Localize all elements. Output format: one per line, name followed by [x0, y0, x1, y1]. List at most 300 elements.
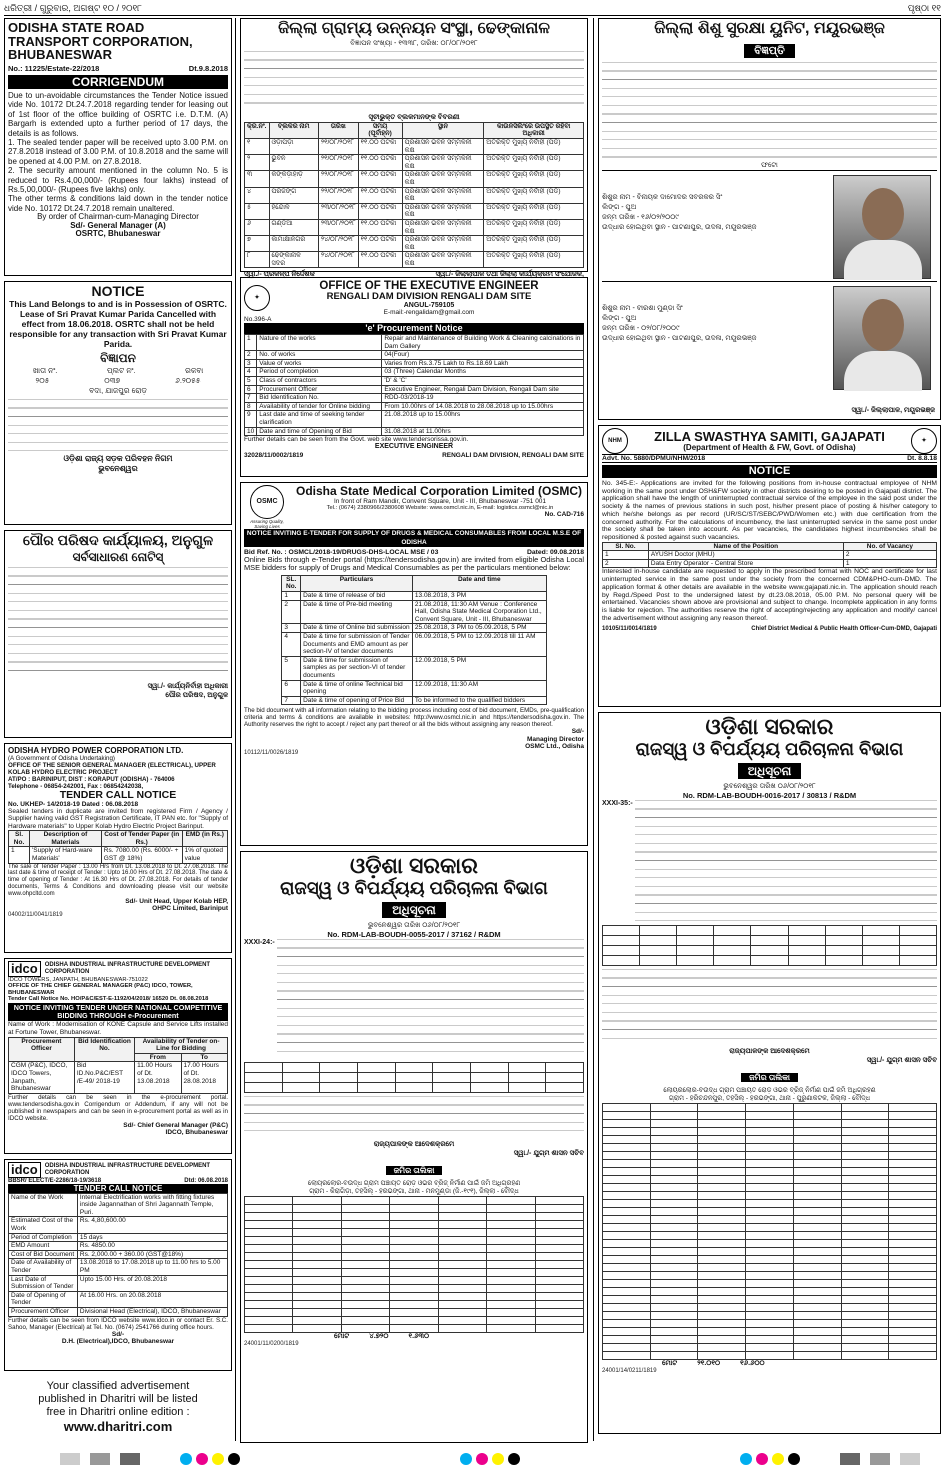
schedule-cell: [841, 1192, 889, 1200]
schedule-cell: [650, 1192, 698, 1200]
detail-cell: [677, 955, 714, 965]
schedule-cell: [650, 1264, 698, 1272]
schedule-cell: [487, 1221, 535, 1229]
schedule-cell: [793, 1176, 841, 1184]
schedule-row: [245, 1245, 584, 1253]
schedule-cell: [535, 1245, 583, 1253]
drda-td: ୧: [245, 138, 270, 154]
schedule-cell: [698, 1352, 746, 1360]
schedule-cell: [698, 1304, 746, 1312]
schedule-cell: [487, 1213, 535, 1221]
schedule-cell: [245, 1309, 293, 1317]
schedule-cell: [793, 1296, 841, 1304]
schedule-cell: [889, 1184, 937, 1192]
ohpc-sign2: OHPC Limited, Bariniput: [152, 904, 228, 912]
drda-td: କାମାକ୍ଷାନଗର: [269, 236, 318, 252]
detail-cell: [788, 955, 825, 965]
schedule-cell: [841, 1224, 889, 1232]
schedule-cell: [487, 1309, 535, 1317]
child-protection-ad: [598, 18, 941, 420]
schedule-cell: [341, 1293, 389, 1301]
val-khata: ୨୦୫: [35, 376, 50, 386]
rev2-sign: ରାଜ୍ୟପାଳଙ୍କ ଆଦେଶକ୍ରମେ: [729, 1047, 810, 1055]
idco1-table: [8, 1037, 228, 1094]
rev1-total: ମୋଟ: [334, 1333, 350, 1341]
schedule-cell: [603, 1264, 651, 1272]
schedule-cell: [650, 1144, 698, 1152]
detail-cell: [245, 1082, 283, 1092]
schedule-cell: [841, 1184, 889, 1192]
idco2-table: [8, 1193, 228, 1317]
schedule-cell: [650, 1120, 698, 1128]
drda-td: ଅତିରିକ୍ତ ମୁଖ୍ୟ ନିର୍ବାହୀ (ପିଡି): [484, 138, 584, 154]
detail-cell: [899, 925, 936, 935]
drda-sign2: ସ୍ୱା./- ଜିଲ୍ଲାପାଳ ତଥା ଜିଲ୍ଲା କାର୍ଯ୍ୟକ୍ରମ ସଂଯୋଜକ,: [435, 271, 584, 279]
zss-td: Data Entry Operator - Central Store: [648, 559, 843, 568]
schedule-cell: [293, 1309, 341, 1317]
schedule-cell: [698, 1192, 746, 1200]
detail-cell: [395, 1082, 433, 1092]
drda-td: ଅତିରିକ୍ତ ମୁଖ୍ୟ ନିର୍ବାହୀ (ପିଡି): [484, 219, 584, 235]
idco2-row: [9, 1217, 228, 1233]
schedule-cell: [650, 1256, 698, 1264]
schedule-cell: [650, 1152, 698, 1160]
osmc-row: [282, 600, 546, 624]
drda-td: ୨୪/୦୮/୨୦୧୮: [318, 236, 358, 252]
osrtc-heading: CORRIGENDUM: [8, 75, 228, 89]
gray-swatch: [900, 1453, 920, 1465]
idco2-row: [9, 1193, 228, 1217]
idco2-heading: TENDER CALL NOTICE: [8, 1184, 228, 1193]
osmc-td: 21.08.2018, 11:30 AM Venue : Conference Hall, Odisha State Medical Corporation Ltd., Convent Square, Unit - III, Bhubaneswar: [412, 600, 546, 624]
zss-row: [603, 559, 937, 568]
child-1-place: ଉଦ୍ଧାର ହୋଇଥିବା ସ୍ଥାନ - ପାଟଣାପୁର, ଉଦଳା, ମୟୂରଭଞ୍ଜ: [602, 223, 757, 231]
schedule-cell: [293, 1237, 341, 1245]
drda-td: ପ୍ରଶାସନ ଭବନ ସମ୍ମିଳନୀ କକ୍ଷ: [402, 155, 484, 171]
schedule-row: [245, 1317, 584, 1325]
idco1-org: ODISHA INDUSTRIAL INFRASTRUCTURE DEVELOPMENT CORPORATION: [44, 962, 211, 975]
detail-cell: [788, 935, 825, 945]
schedule-cell: [889, 1296, 937, 1304]
column-right: [598, 18, 941, 1441]
promo-line2: published in Dharitri will be listed: [38, 1393, 198, 1405]
schedule-cell: [841, 1200, 889, 1208]
schedule-cell: [746, 1312, 794, 1320]
schedule-cell: [245, 1285, 293, 1293]
rengali-email[interactable]: E-mail:-rengalidam@gmail.com: [383, 309, 475, 317]
schedule-cell: [293, 1205, 341, 1213]
drda-td: ୧୧.୦୦ ଘଟିକା: [358, 252, 402, 268]
page-header: [4, 2, 941, 16]
schedule-cell: [535, 1213, 583, 1221]
child-text-block: [602, 62, 937, 160]
schedule-cell: [438, 1221, 486, 1229]
schedule-cell: [793, 1168, 841, 1176]
rengali-td: 7: [245, 394, 257, 403]
osmc-td: 4: [282, 632, 301, 656]
schedule-cell: [889, 1264, 937, 1272]
schedule-cell: [841, 1304, 889, 1312]
schedule-cell: [535, 1269, 583, 1277]
land-notice-body: This Land Belongs to and is in Possession of OSRTC. Lease of Sri Pravat Kumar Parida Cancelled with effect from 18.06.2018. OSRTC shall not be held responsible for any transaction with Sri Pravat Kumar Parida.: [9, 298, 227, 349]
ohpc-org: ODISHA HYDRO POWER CORPORATION LTD.: [8, 746, 184, 755]
header-right: ପୃଷ୍ଠା ୧୧: [907, 3, 941, 13]
schedule-cell: [438, 1285, 486, 1293]
schedule-cell: [487, 1269, 535, 1277]
rev2-text-block: [635, 800, 937, 922]
print-registration-bar: [0, 1443, 945, 1471]
rev2-sch2: ଲୋୟରଲୋର-ବଉଦ୍ଧ ଗ୍ରାମ ପଞ୍ଚାୟତ ରୋଡ଼ ଓଭର ବ୍ରିଜ୍ ନିର୍ମାଣ ପାଇଁ ଜମି ଅଧିଗ୍ରହଣ: [663, 1087, 876, 1095]
idco1-th: Bid Identification No.: [74, 1037, 134, 1062]
cyan-swatch: [460, 1453, 472, 1465]
detail-cell: [603, 945, 640, 955]
schedule-cell: [650, 1288, 698, 1296]
schedule-cell: [438, 1197, 486, 1205]
drda-td: ୫: [245, 203, 270, 219]
schedule-cell: [793, 1128, 841, 1136]
schedule-cell: [603, 1280, 651, 1288]
drda-td: ଢେଙ୍କାନାଳ ସଦର: [269, 252, 318, 268]
drda-td: ୨୪/୦୮/୨୦୧୮: [318, 252, 358, 268]
schedule-cell: [535, 1261, 583, 1269]
schedule-cell: [390, 1205, 438, 1213]
osmc-title: Odisha State Medical Corporation Limited (OSMC): [296, 484, 583, 498]
ohpc-th: Description of Materials: [30, 831, 102, 847]
osmc-th: Date and time: [412, 575, 546, 591]
idco2-row: [9, 1291, 228, 1307]
rev1-sch-wrap: [244, 1160, 584, 1178]
column-middle: [240, 18, 588, 1441]
schedule-cell: [698, 1240, 746, 1248]
rev1-detail-table: [244, 1062, 584, 1093]
schedule-cell: [746, 1280, 794, 1288]
schedule-cell: [841, 1104, 889, 1112]
schedule-cell: [698, 1232, 746, 1240]
osmc-td: 1: [282, 592, 301, 601]
drda-td: ୩: [245, 171, 270, 187]
drda-td: ପ୍ରଶାସନ ଭବନ ସମ୍ମିଳନୀ କକ୍ଷ: [402, 138, 484, 154]
drda-text-block: [244, 51, 584, 111]
schedule-cell: [889, 1280, 937, 1288]
schedule-cell: [487, 1301, 535, 1309]
osmc-code: 10112/11/0026/1819: [244, 749, 299, 756]
idco2-row: [9, 1242, 228, 1251]
schedule-cell: [889, 1248, 937, 1256]
schedule-cell: [438, 1277, 486, 1285]
schedule-row: [245, 1269, 584, 1277]
rengali-addr: ANGUL-759105: [403, 302, 455, 310]
rengali-td: 'D' & 'C': [382, 377, 584, 386]
rengali-td: Nature of the works: [257, 335, 382, 351]
schedule-cell: [293, 1293, 341, 1301]
osmc-td: Date & time for submission of samples as per section-VI of tender documents: [301, 656, 413, 680]
osmc-td: 13.08.2018, 3 PM: [412, 592, 546, 601]
rengali-td: 6: [245, 385, 257, 394]
schedule-cell: [889, 1152, 937, 1160]
schedule-row: [603, 1176, 937, 1184]
schedule-row: [245, 1213, 584, 1221]
schedule-cell: [746, 1152, 794, 1160]
schedule-cell: [841, 1176, 889, 1184]
schedule-cell: [341, 1317, 389, 1325]
schedule-cell: [746, 1344, 794, 1352]
schedule-cell: [841, 1152, 889, 1160]
schedule-cell: [390, 1269, 438, 1277]
schedule-cell: [487, 1317, 535, 1325]
schedule-row: [603, 1184, 937, 1192]
drda-td: ଅତିରିକ୍ତ ମୁଖ୍ୟ ନିର୍ବାହୀ (ପିଡି): [484, 203, 584, 219]
schedule-cell: [341, 1197, 389, 1205]
zss-th: No. of Vacancy: [843, 542, 936, 551]
black-swatch: [788, 1453, 800, 1465]
idco-logo: idco: [8, 961, 41, 977]
idco1-body: Further details can be seen in the e-procurement portal. www.tendersodisha.gov.in Corrigendum or Addendum, if any will not be published in newspapers and can be seen in e-procurement portal as well as in IDCO website.: [8, 1093, 228, 1122]
schedule-cell: [390, 1229, 438, 1237]
ohpc-td: 1% of quoted value: [182, 847, 227, 863]
schedule-cell: [603, 1184, 651, 1192]
osmc-td: 12.09.2018, 5 PM: [412, 656, 546, 680]
osmc-row: [282, 632, 546, 656]
schedule-cell: [841, 1264, 889, 1272]
zss-td: AYUSH Doctor (MHU): [648, 551, 843, 560]
schedule-cell: [603, 1160, 651, 1168]
schedule-cell: [487, 1253, 535, 1261]
drda-th: କ୍ର.ନଂ.: [245, 122, 270, 138]
schedule-cell: [793, 1312, 841, 1320]
rev1-lead: XXXI-24:-: [244, 938, 275, 946]
rengali-td: Repair and Maintenance of Building Work & Cleaning calcinations in Dam Gallery: [382, 335, 584, 351]
schedule-cell: [650, 1248, 698, 1256]
schedule-cell: [793, 1336, 841, 1344]
osmc-td: Date & time for submission of Tender Documents and EMD amount as per section-IV of tender documents: [301, 632, 413, 656]
schedule-cell: [650, 1176, 698, 1184]
schedule-cell: [698, 1208, 746, 1216]
gray-swatch: [90, 1453, 110, 1465]
idco1-number: Tender Call Notice No. HO/P&C/EST-E-1192/04/2018/ 16520 Dt. 08.08.2018: [8, 996, 209, 1003]
osmc-td: 5: [282, 656, 301, 680]
schedule-cell: [841, 1144, 889, 1152]
osmc-row: [282, 680, 546, 696]
rev2-sch-wrap: [602, 1067, 937, 1085]
detail-cell: [788, 925, 825, 935]
promo-line3: free in Dharitri online edition :: [46, 1406, 190, 1418]
rev2-lead-row: [602, 800, 937, 922]
drda-td: ପ୍ରଶାସନ ଭବନ ସମ୍ମିଳନୀ କକ୍ଷ: [402, 236, 484, 252]
promo-url[interactable]: www.dharitri.com: [63, 1419, 173, 1434]
schedule-cell: [746, 1184, 794, 1192]
schedule-cell: [535, 1317, 583, 1325]
idco2-td: Divisional Head (Electrical), IDCO, Bhubaneswar: [77, 1307, 227, 1316]
detail-row: [245, 1072, 584, 1082]
osmc-sign2: Managing Director: [526, 735, 584, 743]
rev2-number: No. RDM-LAB-BOUDH-0016-2017 / 30813 / R&DM: [682, 790, 857, 800]
detail-cell: [603, 935, 640, 945]
drda-td: ପରଜଙ୍ଗ: [269, 187, 318, 203]
dharitri-promo: [4, 1376, 232, 1436]
magenta-swatch: [756, 1453, 768, 1465]
schedule-cell: [245, 1325, 293, 1333]
schedule-cell: [841, 1352, 889, 1360]
schedule-cell: [698, 1224, 746, 1232]
osmc-td: 06.09.2018, 5 PM to 12.09.2018 till 11 AM: [412, 632, 546, 656]
zss-td: 2: [843, 551, 936, 560]
schedule-cell: [746, 1176, 794, 1184]
schedule-cell: [793, 1280, 841, 1288]
schedule-cell: [438, 1293, 486, 1301]
schedule-cell: [245, 1229, 293, 1237]
schedule-cell: [603, 1272, 651, 1280]
rev1-date: ଭୁବନେଶ୍ୱର ତାରିଖ ୦୬/୦୮/୨୦୧୮: [367, 921, 461, 929]
land-notice-sign: ଓଡ଼ିଶା ରାଜ୍ୟ ସଡ଼କ ପରିବହନ ନିଗମ: [63, 454, 173, 464]
drda-td: ୨୩/୦୮/୨୦୧୮: [318, 203, 358, 219]
rev2-total: ମୋଟ: [662, 1360, 678, 1368]
schedule-cell: [650, 1328, 698, 1336]
rev1-text-block: [277, 939, 584, 1059]
schedule-cell: [341, 1213, 389, 1221]
schedule-cell: [245, 1221, 293, 1229]
land-notice-vals: [8, 376, 228, 386]
ohpc-th: Cost of Tender Paper (in Rs.): [101, 831, 182, 847]
schedule-cell: [603, 1248, 651, 1256]
ohpc-td: 1: [9, 847, 30, 863]
schedule-cell: [535, 1237, 583, 1245]
schedule-row: [245, 1237, 584, 1245]
schedule-cell: [841, 1208, 889, 1216]
osrtc-tail: The other terms & conditions laid down in the tender notice vide No. 10172 Dt.24.7.2018 remain unaltered.: [8, 194, 228, 213]
rengali-org: OFFICE OF THE EXECUTIVE ENGINEER: [319, 280, 539, 292]
schedule-cell: [889, 1104, 937, 1112]
osrtc-corrigendum-ad: [4, 18, 232, 276]
schedule-row: [245, 1253, 584, 1261]
idco1-th: Availability of Tender on-Line for Bidding: [135, 1037, 228, 1053]
schedule-cell: [746, 1144, 794, 1152]
detail-cell: [395, 1072, 433, 1082]
osmc-logo-wrap: [244, 485, 290, 529]
drda-th: ତାରିଖ: [318, 122, 358, 138]
idco2-row: [9, 1233, 228, 1242]
schedule-cell: [603, 1208, 651, 1216]
schedule-cell: [841, 1240, 889, 1248]
column-rule: [593, 18, 594, 1441]
schedule-cell: [698, 1128, 746, 1136]
schedule-row: [245, 1277, 584, 1285]
schedule-cell: [390, 1221, 438, 1229]
schedule-cell: [746, 1200, 794, 1208]
schedule-cell: [293, 1301, 341, 1309]
schedule-cell: [746, 1320, 794, 1328]
zss-td: 1: [603, 551, 649, 560]
col-plot: ପ୍ଲଟ ନଂ.: [106, 366, 136, 376]
idco2-td: 13.08.2018 to 17.08.2018 up to 11.00 hrs to 5.00 PM: [77, 1259, 227, 1275]
schedule-cell: [603, 1216, 651, 1224]
schedule-cell: [793, 1144, 841, 1152]
schedule-cell: [603, 1256, 651, 1264]
zss-row: [603, 551, 937, 560]
ohpc-number: No. UKHEP- 14/2018-19 Dated : 06.08.2018: [8, 801, 139, 809]
schedule-cell: [698, 1104, 746, 1112]
schedule-cell: [341, 1261, 389, 1269]
osrtc-ref-line: [8, 64, 228, 73]
schedule-cell: [341, 1253, 389, 1261]
drda-td: ଅତିରିକ୍ତ ମୁଖ୍ୟ ନିର୍ବାହୀ (ପିଡି): [484, 236, 584, 252]
black-swatch: [508, 1453, 520, 1465]
schedule-cell: [390, 1245, 438, 1253]
rev1-t3: ଅଧିସୂଚନା: [382, 902, 446, 918]
drda-row: [245, 252, 584, 268]
schedule-cell: [245, 1197, 293, 1205]
ohpc-th: Sl. No.: [9, 831, 30, 847]
schedule-cell: [746, 1208, 794, 1216]
detail-cell: [751, 955, 788, 965]
schedule-cell: [245, 1269, 293, 1277]
schedule-cell: [487, 1205, 535, 1213]
schedule-cell: [341, 1285, 389, 1293]
schedule-cell: [245, 1293, 293, 1301]
schedule-cell: [889, 1352, 937, 1360]
schedule-cell: [698, 1336, 746, 1344]
schedule-cell: [793, 1288, 841, 1296]
schedule-cell: [390, 1213, 438, 1221]
rengali-td: 03 (Three) Calendar Months: [382, 368, 584, 377]
drda-td: ୧୧.୦୦ ଘଟିକା: [358, 236, 402, 252]
schedule-cell: [841, 1320, 889, 1328]
schedule-cell: [793, 1224, 841, 1232]
schedule-cell: [841, 1216, 889, 1224]
rev2-lead: XXXI-35:-: [602, 799, 633, 807]
zss-title: ZILLA SWASTHYA SAMITI, GAJAPATI: [654, 428, 885, 444]
zss-head: [602, 428, 937, 454]
schedule-cell: [603, 1128, 651, 1136]
detail-cell: [357, 1072, 395, 1082]
black-swatch: [228, 1453, 240, 1465]
detail-cell: [714, 945, 751, 955]
osmc-cad: No. CAD-716: [544, 510, 584, 518]
drda-td: ଅତିରିକ୍ତ ମୁଖ୍ୟ ନିର୍ବାହୀ (ପିଡି): [484, 187, 584, 203]
schedule-cell: [650, 1272, 698, 1280]
detail-cell: [282, 1062, 320, 1072]
drda-row: [245, 203, 584, 219]
schedule-cell: [841, 1336, 889, 1344]
child-1-name: ଶିଶୁର ନାମ - ବିନାୟକ ଦାମୋଦର ସବରକର ସିଂ: [602, 193, 723, 201]
rengali-td: Value of works: [257, 359, 382, 368]
idco1-th: To: [181, 1053, 228, 1062]
osmc-sign: Sd/-: [571, 728, 584, 736]
detail-cell: [508, 1062, 546, 1072]
rengali-td: 04(Four): [382, 351, 584, 360]
schedule-cell: [390, 1277, 438, 1285]
rengali-td: 21.08.2018 up to 15.00hrs: [382, 411, 584, 427]
drda-table: [244, 122, 584, 269]
rengali-td: 4: [245, 368, 257, 377]
child-photo-label: ଫଟୋ: [761, 161, 778, 169]
zss-table: [602, 542, 937, 569]
drda-td: ହିନ୍ଦୋଳ: [269, 203, 318, 219]
drda-td: ୪: [245, 187, 270, 203]
osmc-logo-icon: OSMC: [250, 485, 284, 519]
schedule-row: [603, 1168, 937, 1176]
idco2-td: Procurement Officer: [9, 1307, 78, 1316]
schedule-cell: [841, 1344, 889, 1352]
drda-td: ଓଡ଼ାପଡ଼ା: [269, 138, 318, 154]
detail-cell: [714, 925, 751, 935]
schedule-cell: [603, 1200, 651, 1208]
schedule-cell: [650, 1320, 698, 1328]
schedule-cell: [293, 1229, 341, 1237]
schedule-cell: [438, 1245, 486, 1253]
schedule-cell: [341, 1325, 389, 1333]
schedule-cell: [603, 1104, 651, 1112]
schedule-cell: [603, 1224, 651, 1232]
